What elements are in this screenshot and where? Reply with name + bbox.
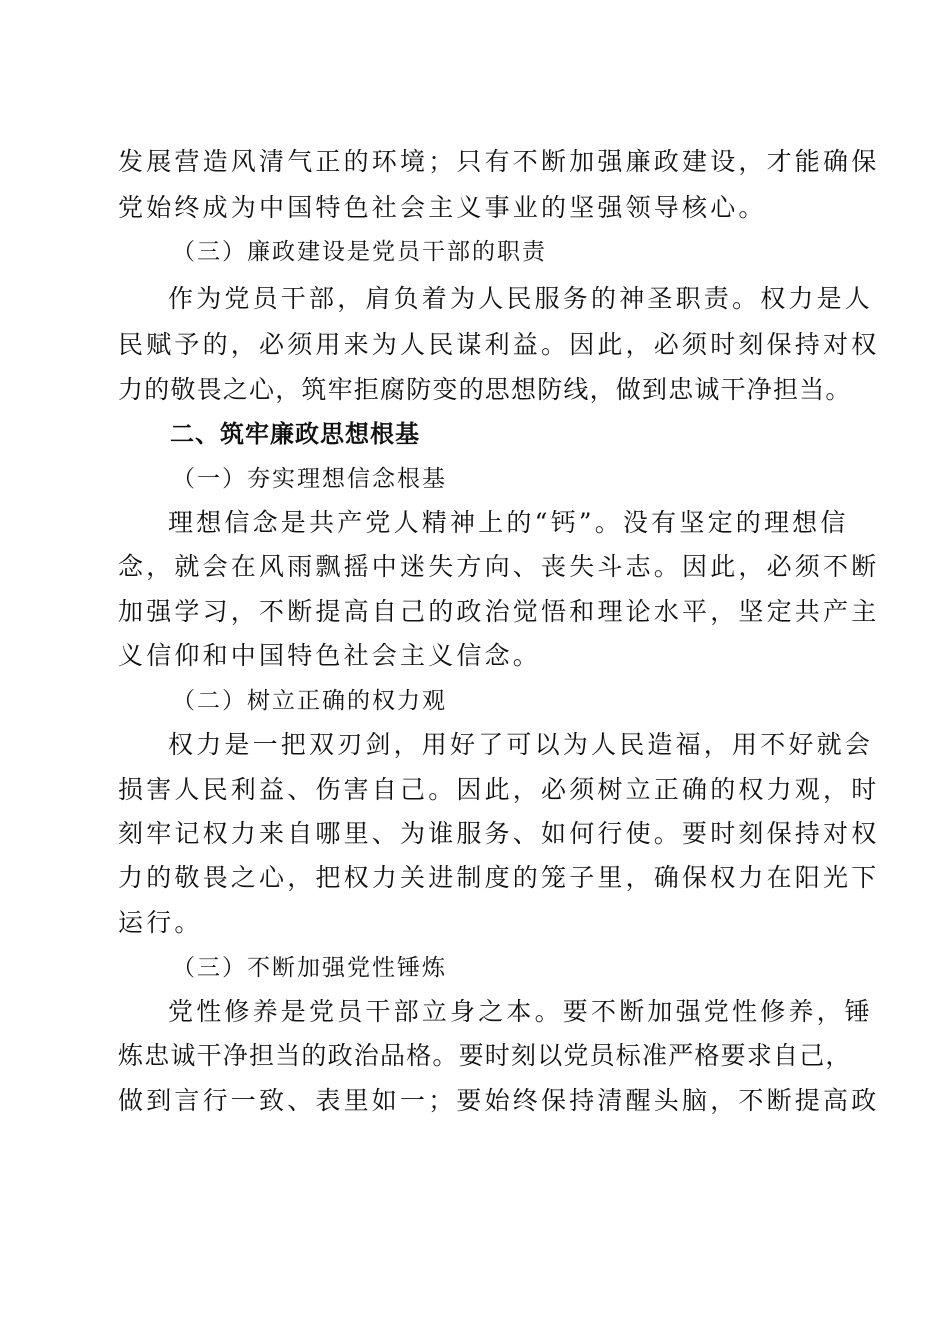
paragraph-line: 损害人民利益、伤害自己。因此，必须树立正确的权力观，时 — [118, 775, 880, 804]
paragraph-line: 力的敬畏之心，筑牢拒腐防变的思想防线，做到忠诚干净担当。 — [118, 375, 852, 404]
section-subheading: （一）夯实理想信念根基 — [172, 466, 447, 492]
paragraph-line: 义信仰和中国特色社会主义信念。 — [118, 641, 542, 670]
paragraph-line: 民赋予的，必须用来为人民谋利益。因此，必须时刻保持对权 — [118, 330, 880, 359]
paragraph-line: 加强学习，不断提高自己的政治觉悟和理论水平，坚定共产主 — [118, 597, 880, 626]
paragraph-line: 运行。 — [118, 908, 203, 937]
paragraph-line: 发展营造风清气正的环境；只有不断加强廉政建设，才能确保 — [118, 147, 880, 176]
paragraph-line: 党性修养是党员干部立身之本。要不断加强党性修养，锤 — [168, 997, 874, 1026]
paragraph-line: 权力是一把双刃剑，用好了可以为人民造福，用不好就会 — [168, 730, 874, 759]
section-subheading: （三）不断加强党性锤炼 — [172, 955, 447, 981]
paragraph-line: 党始终成为中国特色社会主义事业的坚强领导核心。 — [118, 193, 767, 222]
paragraph-line: 炼忠诚干净担当的政治品格。要时刻以党员标准严格要求自己， — [118, 1041, 852, 1070]
paragraph-line: 刻牢记权力来自哪里、为谁服务、如何行使。要时刻保持对权 — [118, 819, 880, 848]
paragraph-line: 做到言行一致、表里如一；要始终保持清醒头脑，不断提高政 — [118, 1086, 880, 1115]
paragraph-line: 力的敬畏之心，把权力关进制度的笼子里，确保权力在阳光下 — [118, 863, 880, 892]
section-subheading: （二）树立正确的权力观 — [172, 688, 447, 714]
paragraph-line: 念，就会在风雨飘摇中迷失方向、丧失斗志。因此，必须不断 — [118, 552, 880, 581]
paragraph-line: 理想信念是共产党人精神上的“钙”。没有坚定的理想信 — [168, 508, 849, 537]
section-heading: 二、筑牢廉政思想根基 — [170, 420, 420, 448]
paragraph-line: 作为党员干部，肩负着为人民服务的神圣职责。权力是人 — [168, 284, 874, 313]
section-subheading: （三）廉政建设是党员干部的职责 — [172, 239, 547, 265]
